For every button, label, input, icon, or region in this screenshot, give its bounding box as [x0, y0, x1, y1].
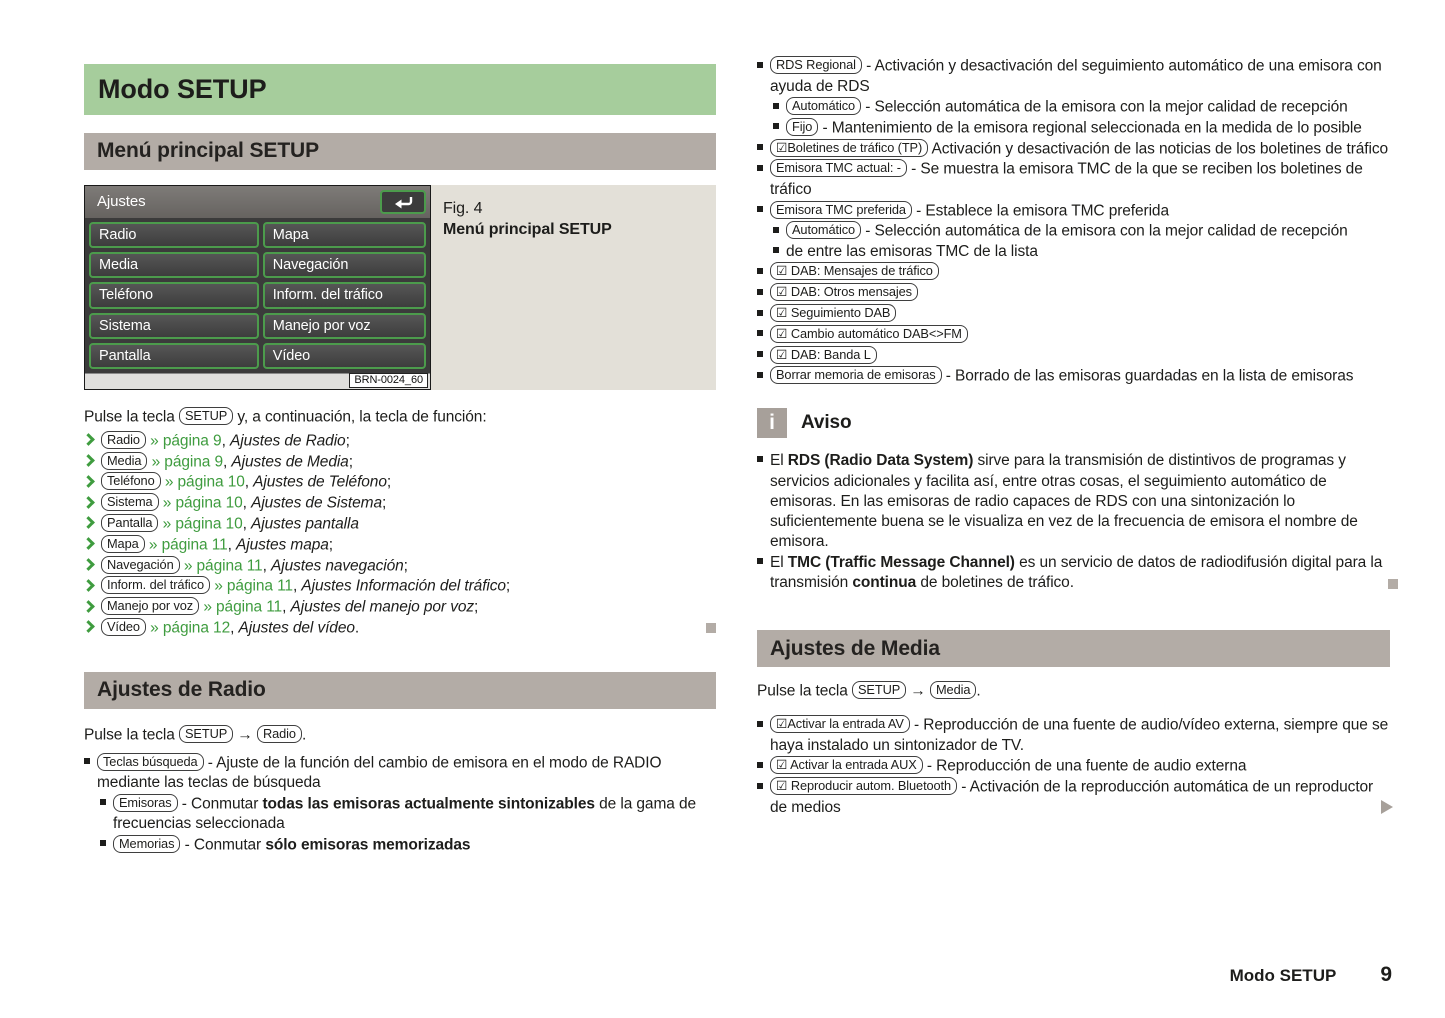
list-item: Emisora TMC actual: - - Se muestra la emisora TMC de la que se reciben los boletines de tráfico	[757, 159, 1390, 200]
italic-text: Ajustes pantalla	[251, 515, 359, 533]
list-item: de entre las emisoras TMC de la lista	[757, 242, 1390, 262]
square-bullet-icon	[757, 268, 763, 274]
section-end-marker	[1388, 579, 1398, 589]
keycap: Navegación	[101, 556, 180, 574]
list-item: Teclas búsqueda - Ajuste de la función del cambio de emisora en el modo de RADIO mediante las teclas de búsqueda	[84, 753, 716, 794]
list-item	[757, 304, 1390, 325]
keycap: Emisora TMC actual: -	[770, 159, 907, 177]
page-reference-link[interactable]: » página 10	[164, 473, 245, 491]
keycap: Inform. del tráfico	[101, 576, 210, 594]
list-item: Teléfono » página 10, Ajustes de Teléfono;	[84, 472, 716, 493]
keycap: Media	[101, 452, 147, 470]
list-item: Media » página 9, Ajustes de Media;	[84, 452, 716, 473]
italic-text: Ajustes de Media	[231, 453, 349, 471]
list-item: Radio » página 9, Ajustes de Radio;	[84, 431, 716, 452]
keycap: ☑ Seguimiento DAB	[770, 304, 896, 322]
keycap: Teléfono	[101, 472, 161, 490]
return-arrow-icon	[392, 195, 414, 209]
left-column	[84, 64, 716, 856]
image-code-label: BRN-0024_60	[349, 373, 428, 388]
bold-text: sólo emisoras memorizadas	[265, 836, 471, 854]
radio-settings-list	[84, 753, 716, 856]
figure-button: Inform. del tráfico	[263, 282, 426, 308]
screenshot-button-grid	[85, 218, 430, 373]
chevron-bullet-icon	[84, 577, 101, 597]
figure-button: Pantalla	[89, 343, 259, 369]
notice-title: Aviso	[801, 412, 852, 434]
list-item: Manejo por voz » página 11, Ajustes del manejo por voz;	[84, 597, 716, 618]
page-reference-link[interactable]: » página 11	[203, 598, 283, 616]
chapter-title: Modo SETUP	[98, 74, 267, 105]
keycap: ☑ Cambio automático DAB<>FM	[770, 325, 968, 343]
keycap: SETUP	[179, 407, 233, 425]
chevron-bullet-icon	[84, 556, 101, 576]
list-item	[757, 346, 1390, 367]
keycap: RDS Regional	[770, 56, 862, 74]
keycap: Borrar memoria de emisoras	[770, 366, 942, 384]
bold-text: todas las emisoras actualmente sintonizables	[262, 795, 595, 813]
chevron-bullet-icon	[84, 535, 101, 555]
list-item	[757, 262, 1390, 283]
list-item: Emisoras - Conmutar todas las emisoras actualmente sintonizables de la gama de frecuencias seleccionada	[84, 794, 716, 835]
screenshot-title: Ajustes	[97, 192, 146, 210]
page-reference-link[interactable]: » página 9	[151, 453, 223, 471]
page-footer	[1230, 963, 1392, 987]
square-bullet-icon	[757, 351, 763, 357]
square-bullet-icon	[757, 62, 763, 68]
square-bullet-icon	[100, 799, 106, 805]
list-item: Inform. del tráfico » página 11, Ajustes Información del tráfico;	[84, 576, 716, 597]
italic-text: Ajustes Información del tráfico	[301, 577, 506, 595]
info-icon: i	[757, 408, 787, 438]
section-title: Ajustes de Radio	[97, 678, 266, 702]
square-bullet-icon	[757, 330, 763, 336]
list-item: Navegación » página 11, Ajustes navegación;	[84, 556, 716, 577]
list-item: Mapa » página 11, Ajustes mapa;	[84, 535, 716, 556]
italic-text: Ajustes navegación	[271, 557, 404, 575]
list-item: Emisora TMC preferida - Establece la emisora TMC preferida	[757, 201, 1390, 222]
keycap: Automático	[786, 221, 861, 239]
list-item	[757, 283, 1390, 304]
keycap: SETUP	[179, 725, 233, 743]
square-bullet-icon	[757, 144, 763, 150]
figure-caption-panel	[431, 185, 716, 390]
square-bullet-icon	[757, 456, 763, 462]
section-end-marker	[706, 623, 716, 633]
screenshot-bottom-strip	[85, 373, 430, 389]
list-item: ☑ Activar la entrada AUX - Reproducción de una fuente de audio externa	[757, 756, 1390, 777]
list-item: ☑Activar la entrada AV - Reproducción de una fuente de audio/vídeo externa, siempre que se haya instalado un sintonizador de TV.	[757, 715, 1390, 756]
figure-button: Media	[89, 252, 259, 278]
page-reference-link[interactable]: » página 10	[162, 515, 243, 533]
right-column	[757, 56, 1390, 818]
keycap: ☑ Reproducir autom. Bluetooth	[770, 777, 957, 795]
radio-settings-list-continued	[757, 56, 1390, 387]
keycap: Memorias	[113, 835, 180, 853]
section-header-radio	[84, 672, 716, 709]
page-reference-link[interactable]: » página 12	[150, 619, 231, 637]
figure-button: Vídeo	[263, 343, 426, 369]
figure-button: Manejo por voz	[263, 313, 426, 339]
list-item: ☑ Reproducir autom. Bluetooth - Activación de la reproducción automática de un reproductor de medios	[757, 777, 1390, 818]
back-button	[380, 190, 426, 214]
keycap: Fijo	[786, 118, 818, 136]
list-item: El RDS (Radio Data System) sirve para la transmisión de distintivos de programas y servicios adicionales y facilita así, entre otras cosas, el seguimiento automático de emisoras. En las emisoras de radio capaces de RDS con una sintonización lo suficientemente buena se le visualiza en vez de la frecuencia de emisora el nombre de emisora.	[757, 451, 1390, 552]
italic-text: Ajustes de Teléfono	[253, 473, 387, 491]
keycap: Teclas búsqueda	[97, 753, 204, 771]
infotainment-screenshot	[84, 185, 431, 390]
keycap: ☑Activar la entrada AV	[770, 715, 910, 733]
keycap: ☑ Activar la entrada AUX	[770, 756, 923, 774]
keycap: Radio	[257, 725, 302, 743]
chevron-bullet-icon	[84, 431, 101, 451]
section-title: Ajustes de Media	[770, 636, 940, 660]
keycap: ☑ DAB: Banda L	[770, 346, 877, 364]
list-item: Automático - Selección automática de la emisora con la mejor calidad de recepción	[757, 221, 1390, 242]
list-item: ☑Boletines de tráfico (TP) Activación y desactivación de las noticias de los boletines de tráfico	[757, 139, 1390, 160]
menu-links-list	[84, 431, 716, 639]
chevron-bullet-icon	[84, 494, 101, 514]
square-bullet-icon	[773, 227, 779, 233]
figure-button: Navegación	[263, 252, 426, 278]
square-bullet-icon	[757, 372, 763, 378]
list-item: Automático - Selección automática de la emisora con la mejor calidad de recepción	[757, 97, 1390, 118]
bold-text: RDS (Radio Data System)	[787, 452, 974, 470]
keycap: Sistema	[101, 493, 159, 511]
figure-button: Sistema	[89, 313, 259, 339]
keycap: ☑ DAB: Mensajes de tráfico	[770, 262, 939, 280]
italic-text: Ajustes de Sistema	[251, 494, 382, 512]
section-header-menu	[84, 133, 716, 170]
square-bullet-icon	[757, 165, 763, 171]
page-reference-link[interactable]: » página 9	[150, 432, 222, 450]
page-reference-link[interactable]: » página 11	[148, 536, 228, 554]
keycap: Emisora TMC preferida	[770, 201, 912, 219]
list-item: Fijo - Mantenimiento de la emisora regional seleccionada en la medida de lo posible	[757, 118, 1390, 139]
chevron-bullet-icon	[84, 598, 101, 618]
figure-label: Fig. 4	[443, 200, 483, 217]
square-bullet-icon	[100, 840, 106, 846]
list-item: Memorias - Conmutar sólo emisoras memorizadas	[84, 835, 716, 856]
square-bullet-icon	[757, 762, 763, 768]
figure-4	[84, 185, 716, 390]
italic-text: Ajustes del vídeo	[238, 619, 355, 637]
square-bullet-icon	[757, 310, 763, 316]
keycap: Media	[930, 681, 976, 699]
italic-text: Ajustes de Radio	[229, 432, 346, 450]
keycap: Mapa	[101, 535, 145, 553]
figure-button: Mapa	[263, 222, 426, 248]
bold-text: continua	[852, 574, 917, 592]
list-item: RDS Regional - Activación y desactivación del seguimiento automático de una emisora con ayuda de RDS	[757, 56, 1390, 97]
figure-button: Teléfono	[89, 282, 259, 308]
page-reference-link[interactable]: » página 11	[214, 577, 293, 595]
section-title: Menú principal SETUP	[97, 139, 320, 163]
list-item: Pantalla » página 10, Ajustes pantalla	[84, 514, 716, 535]
square-bullet-icon	[773, 103, 779, 109]
keycap: Pantalla	[101, 514, 158, 532]
keycap: Radio	[101, 431, 146, 449]
keycap: Emisoras	[113, 794, 178, 812]
list-item: El TMC (Traffic Message Channel) es un servicio de datos de radiodifusión digital para la transmisión continua de boletines de tráfico.	[757, 553, 1390, 594]
chevron-bullet-icon	[84, 514, 101, 534]
notice-header	[757, 408, 1390, 438]
chevron-bullet-icon	[84, 473, 101, 493]
keycap: Vídeo	[101, 618, 146, 636]
chevron-bullet-icon	[84, 618, 101, 638]
list-item: Sistema » página 10, Ajustes de Sistema;	[84, 493, 716, 514]
page-reference-link[interactable]: » página 11	[183, 557, 263, 575]
italic-text: Ajustes del manejo por voz	[290, 598, 475, 616]
figure-button: Radio	[89, 222, 259, 248]
keycap: SETUP	[852, 681, 906, 699]
section-header-media	[757, 630, 1390, 667]
screenshot-titlebar	[85, 186, 430, 218]
footer-section-title: Modo SETUP	[1229, 966, 1337, 985]
square-bullet-icon	[757, 558, 763, 564]
radio-intro-text: Pulse la tecla SETUP → Radio .	[84, 725, 307, 744]
chevron-bullet-icon	[84, 452, 101, 472]
notice-list	[757, 451, 1390, 593]
list-item	[757, 325, 1390, 346]
continues-next-page-icon	[1381, 800, 1393, 814]
square-bullet-icon	[757, 206, 763, 212]
square-bullet-icon	[84, 758, 90, 764]
bold-text: TMC (Traffic Message Channel)	[787, 553, 1015, 571]
square-bullet-icon	[773, 247, 779, 253]
list-item: Borrar memoria de emisoras - Borrado de las emisoras guardadas en la lista de emisoras	[757, 366, 1390, 387]
square-bullet-icon	[757, 721, 763, 727]
menu-intro-text: Pulse la tecla SETUP y, a continuación, la tecla de función:	[84, 408, 487, 426]
italic-text: Ajustes mapa	[236, 536, 329, 554]
figure-caption: Menú principal SETUP	[443, 221, 612, 238]
keycap: ☑Boletines de tráfico (TP)	[770, 139, 928, 157]
media-intro-text: Pulse la tecla SETUP → Media .	[757, 682, 981, 700]
keycap: Manejo por voz	[101, 597, 199, 615]
list-item: Vídeo » página 12, Ajustes del vídeo.	[84, 618, 716, 639]
chapter-header	[84, 64, 716, 115]
page-number: 9	[1380, 963, 1392, 986]
keycap: ☑ DAB: Otros mensajes	[770, 283, 918, 301]
keycap: Automático	[786, 97, 861, 115]
square-bullet-icon	[757, 289, 763, 295]
media-settings-list	[757, 715, 1390, 818]
page-reference-link[interactable]: » página 10	[162, 494, 243, 512]
square-bullet-icon	[773, 123, 779, 129]
square-bullet-icon	[757, 783, 763, 789]
